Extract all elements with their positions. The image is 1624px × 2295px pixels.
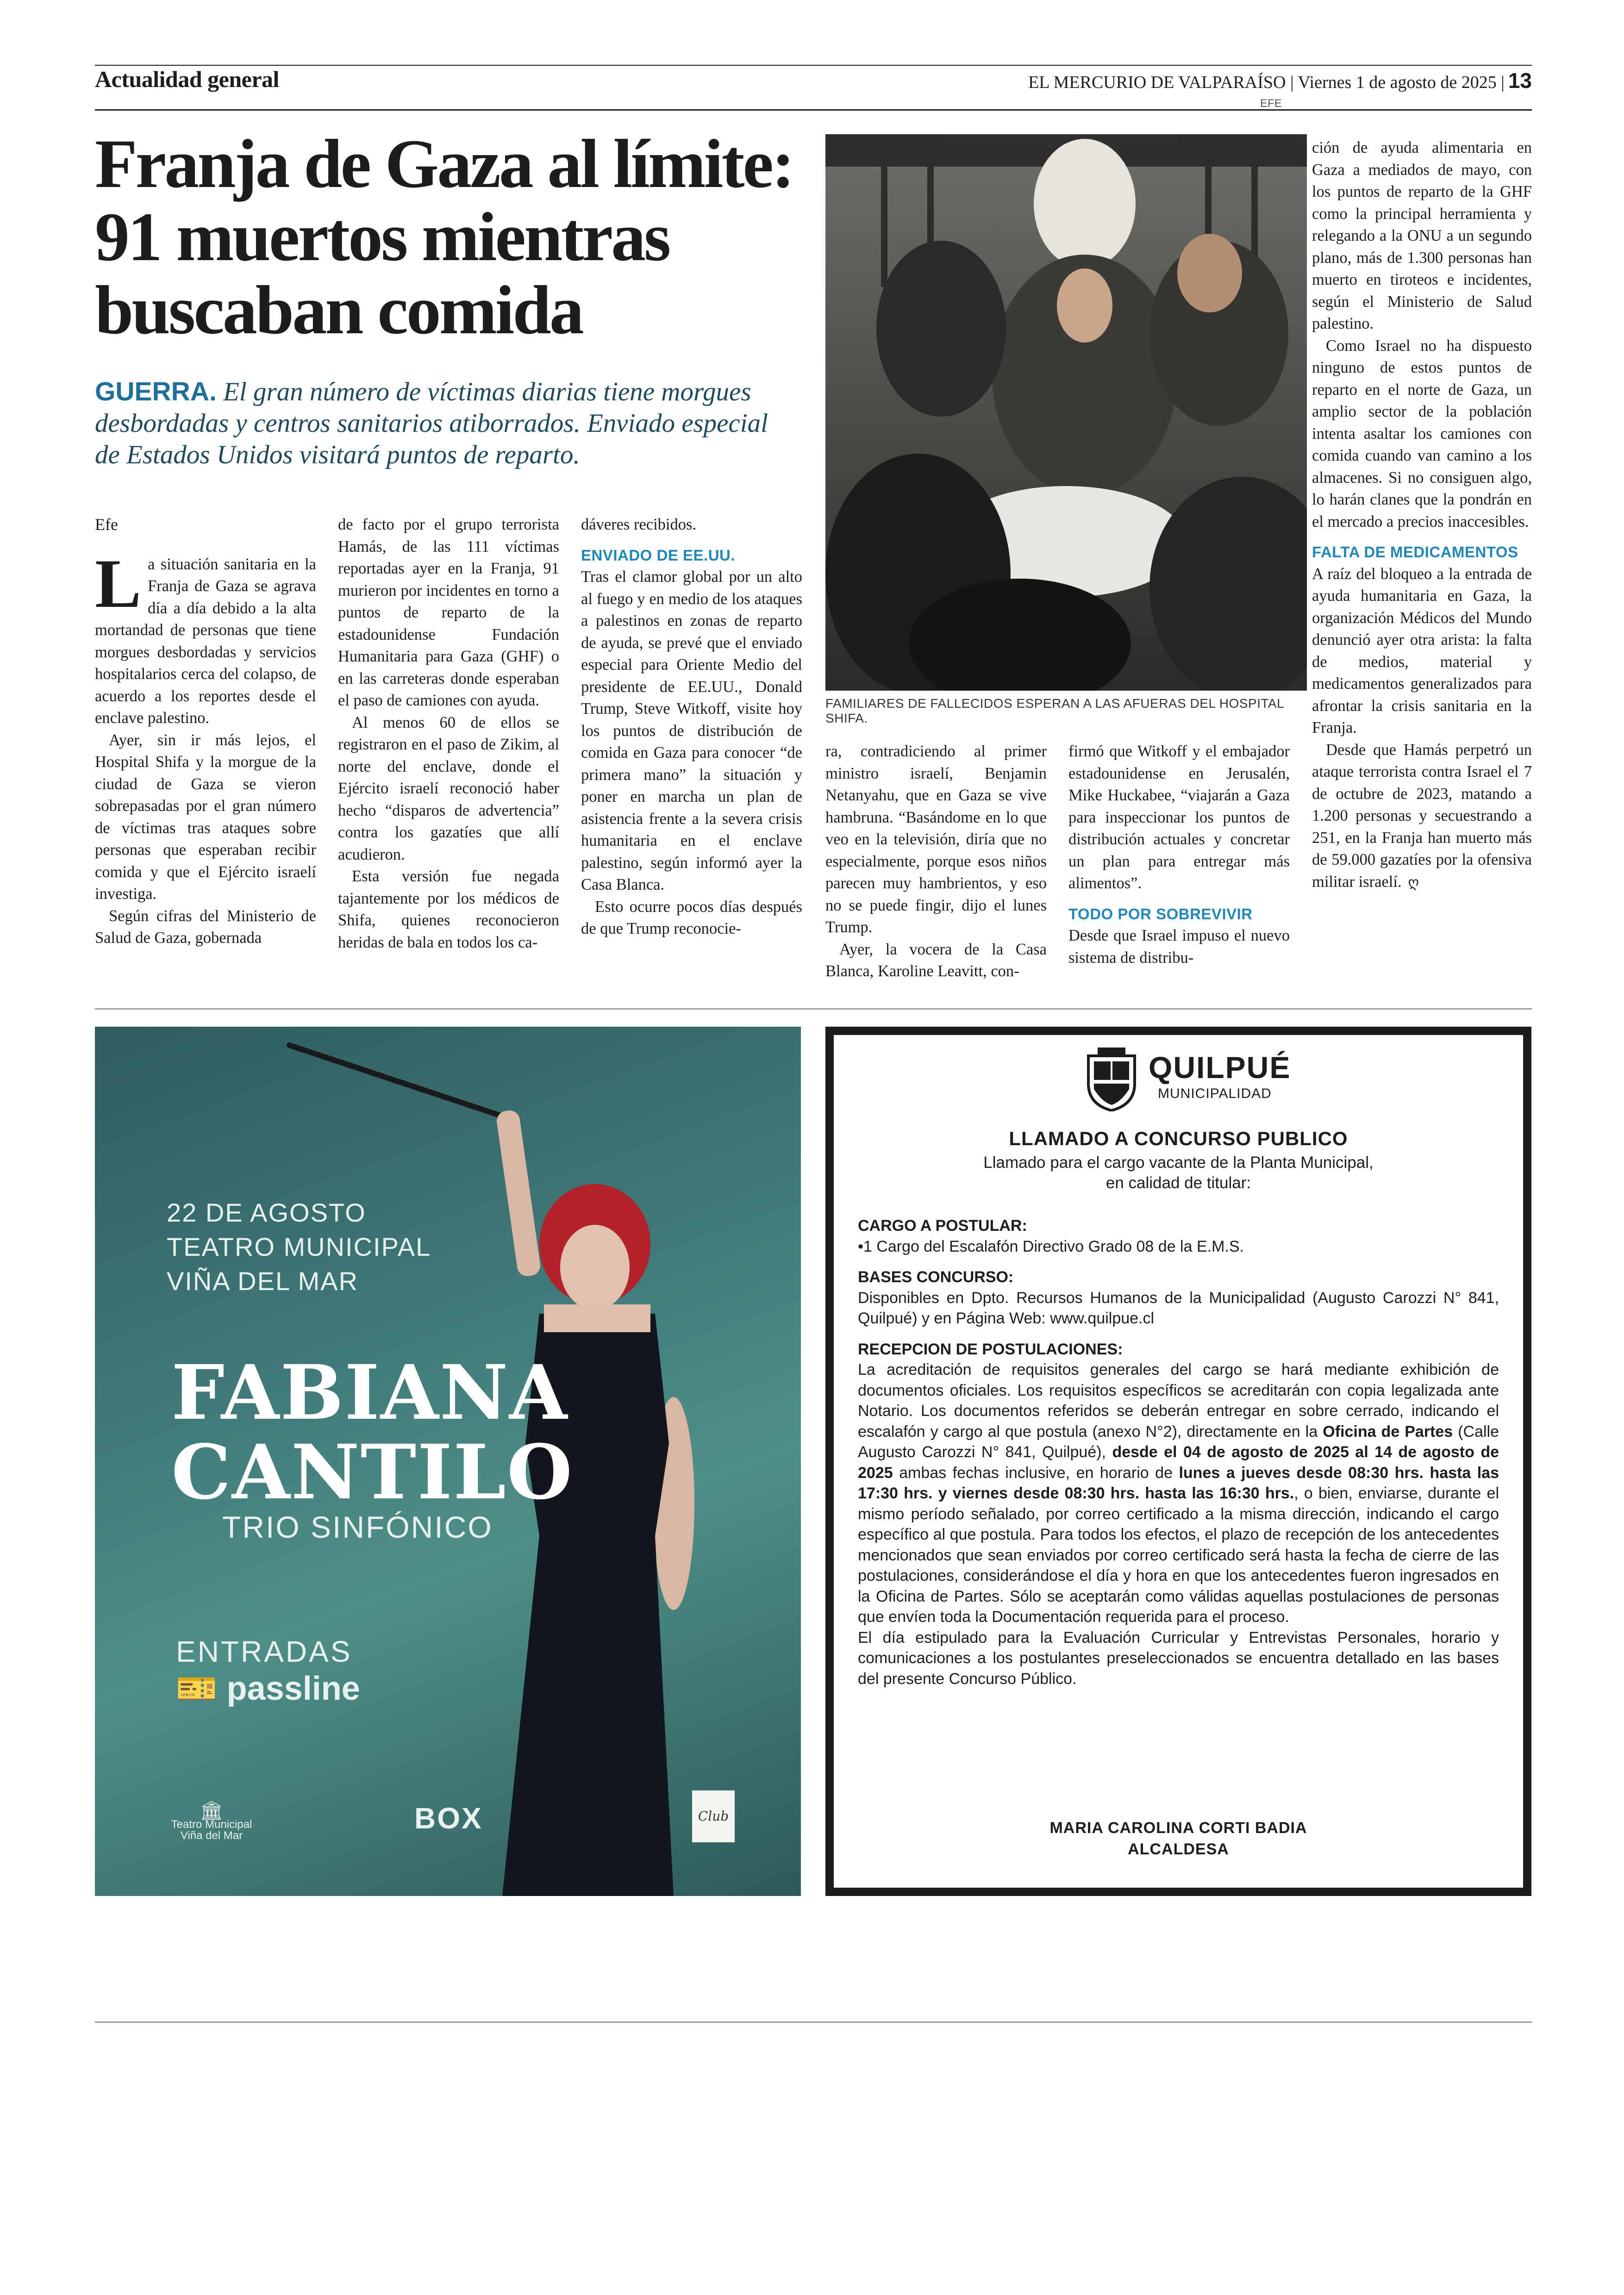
concert-date [167, 1196, 431, 1298]
tickets-vendor-text: passline [226, 1670, 360, 1707]
org-subtitle: MUNICIPALIDAD [1158, 1086, 1272, 1101]
article-column-2 [338, 514, 559, 954]
recepcion-part-1: La acreditación de requisitos generales del cargo se hará mediante exhibición de documentos oficiales. Los requisitos específicos se acreditarán con copia legalizada ante Notario. Los documentos referidos se deberán entregar en sobre cerrado, indicando el escalafón y cargo al que postula (anexo N°2), directamente en la [858, 1361, 1499, 1441]
recepcion-bold-2: desde el 04 de agosto de 2025 al 14 de agosto de 2025 [858, 1443, 1499, 1482]
col6-subheading: FALTA DE MEDICAMENTOS [1312, 543, 1518, 561]
col6-paragraph-2: A raíz del bloqueo a la entrada de ayuda humanitaria en Gaza, la organización Médicos del Mundo denunció ayer otra arista: la falta de medios, material y medicamentos generalizados para afrontar la crisis sanitaria en la Franja. [1312, 565, 1532, 736]
section-title: Actualidad general [95, 66, 279, 92]
recepcion-part-2: (Calle Augusto Carozzi N° 841, Quilpué), [858, 1422, 1499, 1461]
recepcion-heading: RECEPCION DE POSTULACIONES: [858, 1340, 1123, 1358]
headline-line-2: 91 muertos mientras [95, 199, 669, 275]
col6-paragraph-0: ción de ayuda alimentaria en Gaza a mediados de mayo, con los puntos de reparto de la GHF como la principal herramienta y relegando a la ONU a un segundo plano, más de 1.300 personas han muerto en tiroteos e incidentes, según el Ministerio de Salud palestino. [1312, 139, 1532, 332]
cargo-text: •1 Cargo del Escalafón Directivo Grado 08 de la E.M.S. [858, 1237, 1244, 1255]
article-photo [825, 134, 1307, 691]
bases-heading: BASES CONCURSO: [858, 1268, 1014, 1286]
photo-credit: EFE [1260, 97, 1282, 110]
dropcap: L [95, 545, 142, 622]
col3-subheading: ENVIADO DE EE.UU. [581, 546, 736, 564]
sponsor-box-logo: BOX [414, 1802, 483, 1835]
col3-paragraph-0: dáveres recibidos. [581, 516, 697, 533]
masthead-text: EL MERCURIO DE VALPARAÍSO | Viernes 1 de agosto de 2025 | [1028, 73, 1505, 92]
notice-title: LLAMADO A CONCURSO PUBLICO [1009, 1128, 1348, 1149]
page-number: 13 [1508, 69, 1532, 93]
signer-name: MARIA CAROLINA CORTI BADIA [1049, 1819, 1307, 1837]
col6-paragraph-3 [1312, 739, 1532, 894]
col2-paragraph-3: Esta versión fue negada tajantemente por los médicos de Shifa, quienes reconocieron heridas de bala en todos los ca- [338, 867, 559, 951]
col2-paragraph-2: Al menos 60 de ellos se registraron en el paso de Zikim, al norte del enclave, donde el Ejército israelí reconoció haber hecho “disparos de advertencia” contra los gazatíes que allí acudieron. [338, 713, 559, 863]
headline-line-1: Franja de Gaza al límite: [95, 125, 793, 202]
recepcion-part-4: , o bien, enviarse, durante el mismo período señalado, por correo certificado a la misma dirección, indicando el cargo específico al que postula. Para todos los efectos, el plazo de recepción de los antecedentes mencionados que sean enviados por correo certificado será hasta la fecha de cierre de las postulaciones, considerándose el día y hora en que los antecedentes fueron ingresados en la Oficina de Partes. Sólo se aceptarán como válidas aquellas postulaciones de personas que envíen toda la Documentación requerida para el proceso. [858, 1484, 1499, 1626]
notice-body [858, 1216, 1499, 1689]
concert-ad[interactable] [95, 1027, 801, 1896]
col1-paragraph-3: Según cifras del Ministerio de Salud de Gaza, gobernada [95, 907, 316, 947]
end-of-article-icon: ღ [1408, 874, 1419, 891]
photo-illustration [825, 134, 1307, 691]
article-dek [95, 376, 789, 471]
recepcion-text [858, 1360, 1499, 1628]
municipal-notice-body [834, 1035, 1523, 1888]
col4-paragraph-0: ra, contradiciendo al primer ministro israelí, Benjamin Netanyahu, que en Gaza se vive hambruna. “Basándome en lo que veo en la televisión, diría que no especialmente, porque esos niños parecen muy hambrientos, y eso no se puede fingir, dijo el lunes Trump. [825, 742, 1047, 936]
artist-last-name: CANTILO [171, 1428, 574, 1516]
col1-paragraph-1: a situación sanitaria en la Franja de Gaza se agrava día a día debido a la alta mortandad de personas que tiene morgues desbordadas y servicios hospitalarios cerca del colapso, de acuerdo a los reportes desde el enclave palestino. [95, 555, 316, 727]
col2-paragraph-1: de facto por el grupo terrorista Hamás, de las 111 víctimas reportadas ayer en la Franja, 91 murieron por incidentes en torno a puntos de reparto de la estadounidense Fundación Humanitaria para Gaza (GHF) o en las carreteras donde esperaban el paso de camiones con ayuda. [338, 516, 559, 709]
header-top-rule [95, 65, 1532, 66]
concert-city-line: VIÑA DEL MAR [167, 1266, 359, 1296]
concert-show: TRIO SINFÓNICO [222, 1510, 493, 1544]
col3-paragraph-1: Tras el clamor global por un alto al fuego y en medio de los ataques a palestinos en zonas de reparto de ayuda, se prevé que el enviado especial para Oriente Medio del presidente de EE.UU., Donald Trump, Steve Witkoff, visite hoy los puntos de distribución de comida en Gaza para conocer “de primera mano” la situación y poner en marcha un plan de asistencia frente a la severa crisis humanitaria en el enclave palestino, según informó ayer la Casa Blanca. [581, 568, 802, 893]
sponsor-club-logo: Club [692, 1790, 735, 1842]
recepcion-bold-3: lunes a jueves desde 08:30 hrs. hasta las 17:30 hrs. y viernes desde 08:30 hrs. hasta las 16:30 hrs. [858, 1464, 1499, 1502]
tickets-vendor[interactable] [176, 1669, 360, 1708]
col1-paragraph-2: Ayer, sin ir más lejos, el Hospital Shifa y la morgue de la ciudad de Gaza se vieron sobrepasadas por el gran número de víctimas tras ataques sobre personas que esperaban recibir comida y que el Ejército israelí investiga. [95, 731, 316, 903]
article-column-6 [1312, 137, 1532, 893]
artist-first-name: FABIANA [171, 1349, 568, 1437]
dek-text: El gran número de víctimas diarias tiene morgues desbordadas y centros sanitarios atiborrados. Enviado especial de Estados Unidos visitará puntos de reparto. [95, 377, 768, 469]
article-column-3 [581, 514, 802, 940]
recepcion-bold-1: Oficina de Partes [1323, 1422, 1453, 1441]
article-headline [95, 127, 817, 347]
col5-subheading: TODO POR SOBREVIVIR [1068, 905, 1253, 923]
notice-subtitle-line-2: en calidad de titular: [1106, 1174, 1251, 1192]
signature-block [834, 1817, 1523, 1860]
masthead [1028, 68, 1532, 93]
ticket-icon: 🎫 [176, 1670, 218, 1707]
col6-paragraph-1: Como Israel no ha dispuesto ninguno de estos puntos de reparto en el norte de Gaza, un amplio sector de la población intenta asaltar los camiones con comida cuando van camino a los almacenes. Si no consiguen algo, lo harán clanes que la pondrán en el mercado a precios inaccesibles. [1312, 337, 1532, 530]
sponsor-teatro-text: Teatro Municipal Viña del Mar [171, 1818, 252, 1842]
col4-paragraph-1: Ayer, la vocera de la Casa Blanca, Karoline Leavitt, con- [825, 940, 1047, 980]
article-byline: Efe [95, 515, 118, 534]
col6-paragraph-3-text: Desde que Hamás perpetró un ataque terrorista contra Israel el 7 de octubre de 2023, matando a 1.200 personas y secuestrando a 251, en la Franja han muerto más de 59.000 gazatíes por la ofensiva militar israelí. [1312, 741, 1532, 891]
sponsor-teatro-logo [170, 1801, 253, 1842]
dek-tag: GUERRA. [95, 377, 217, 406]
col5-paragraph-1: Desde que Israel impuso el nuevo sistema de distribu- [1068, 927, 1290, 967]
cargo-heading: CARGO A POSTULAR: [858, 1217, 1027, 1235]
bases-text: Disponibles en Dpto. Recursos Humanos de la Municipalidad (Augusto Carozzi N° 841, Quilpué) y en Página Web: www.quilpue.cl [858, 1289, 1499, 1327]
article-column-4 [825, 741, 1047, 983]
headline-line-3: buscaban comida [95, 272, 582, 349]
ads-separator-rule [95, 1008, 1532, 1010]
notice-subtitle-line-1: Llamado para el cargo vacante de la Planta Municipal, [983, 1154, 1374, 1172]
municipal-notice [825, 1027, 1531, 1896]
signer-title: ALCALDESA [1128, 1840, 1229, 1858]
col5-paragraph-0: firmó que Witkoff y el embajador estadounidense en Jerusalén, Mike Huckabee, “viajarán a Gaza para inspeccionar los puntos de distribución actuales y concretar un plan para entregar más alimentos”. [1068, 742, 1290, 892]
page-bottom-rule [95, 2021, 1532, 2023]
header-bottom-rule [95, 109, 1532, 111]
tickets-label: ENTRADAS [176, 1635, 352, 1668]
org-name: QUILPUÉ [1149, 1050, 1291, 1085]
article-column-5 [1068, 741, 1290, 969]
concert-venue-line: TEATRO MUNICIPAL [167, 1232, 431, 1261]
col3-paragraph-2: Esto ocurre pocos días después de que Trump reconocie- [581, 898, 802, 937]
photo-caption: FAMILIARES DE FALLECIDOS ESPERAN A LAS AFUERAS DEL HOSPITAL SHIFA. [825, 696, 1284, 725]
concert-date-line: 22 DE AGOSTO [167, 1198, 366, 1227]
notice-subtitle [834, 1153, 1523, 1193]
article-column-1 [95, 514, 316, 949]
recepcion-part-3: ambas fechas inclusive, en horario de [893, 1464, 1179, 1482]
quilpue-crest-icon [1084, 1047, 1139, 1111]
evaluacion-text: El día estipulado para la Evaluación Curricular y Entrevistas Personales, horario y comunicaciones a los postulantes preseleccionados se encuentra detallado en las bases del presente Concurso Público. [858, 1628, 1499, 1688]
concert-artist [171, 1349, 574, 1516]
teatro-logo-icon: 🏛 [200, 1801, 224, 1821]
